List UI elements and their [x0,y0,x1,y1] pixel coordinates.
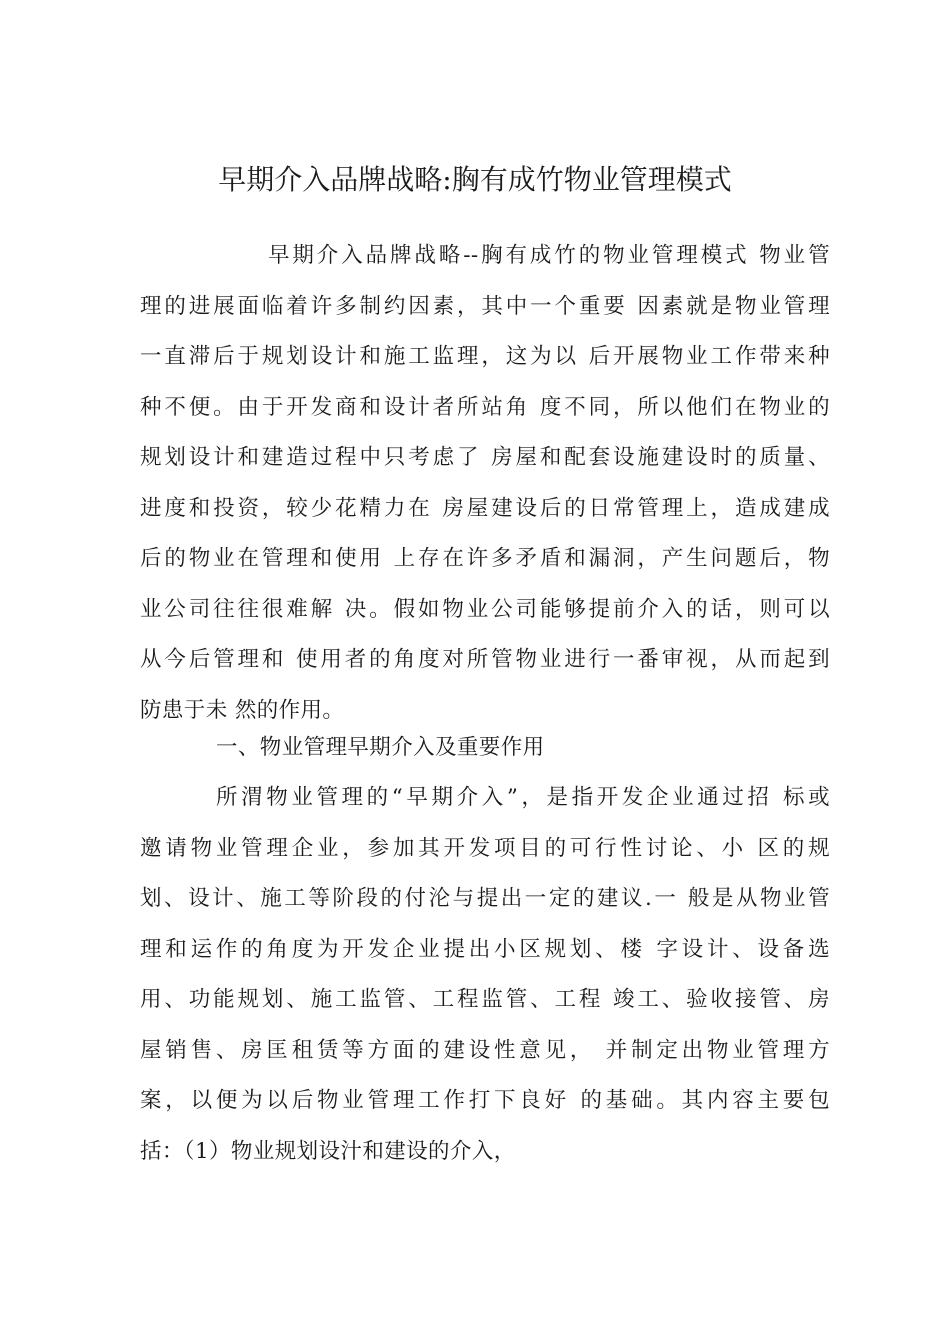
text-line: 理的进展面临着许多制约因素，其中一个重要 因素就是物业管理 [140,293,830,319]
text-line: 括：（1）物业规划设汁和建设的介入， [140,1138,516,1164]
text-line: 邀请物业管理企业，参加其开发项目的可行性讨论、小 区的规 [140,835,830,861]
text-line: 一直滞后于规划设计和施工监理，这为以 后开展物业工作带来种 [140,344,830,369]
text-line: 业公司往往很难解 决。假如物业公司能够提前介入的话，则可以 [140,596,830,622]
text-line: 所渭物业管理的“早期介入”，是指开发企业通过招 标或 [216,785,830,810]
text-line: 规划设计和建造过程中只考虑了 房屋和配套设施建设时的质量、 [140,445,830,470]
text-line: 用、功能规划、施工监管、工程监管、工程 竣工、验收接管、房 [140,987,830,1012]
text-line: 屋销售、房匡租赁等方面的建设性意见， 并制定出物业管理方 [140,1037,830,1063]
text-line: 防患于未 然的作用。 [140,697,345,723]
heading-text: 一、物业管理早期介入及重要作用 [216,735,545,760]
text-line: 种不便。由于开发商和设计者所站角 度不同，所以他们在物业的 [140,394,830,420]
paragraph-early-intervention [140,773,830,1177]
document-title: 早期介入品牌战略:胸有成竹物业管理模式 [218,163,732,196]
section-heading [140,723,830,774]
text-line: 早期介入品牌战略--胸有成竹的物业管理模式 物业管 [268,243,830,268]
text-line: 后的物业在管理和使用 上存在许多矛盾和漏洞，产生问题后，物 [140,546,830,571]
text-line: 案，以便为以后物业管理工作打下良好 的基础。其内容主要包 [140,1088,830,1113]
text-line: 进度和投资，较少花精力在 房屋建设后的日常管理上，造成建成 [140,495,830,521]
paragraph-intro [140,231,830,736]
text-line: 划、设计、施工等阶段的付沦与提出一定的建议.一 般是从物业管 [140,886,830,911]
text-line: 从今后管理和 使用者的角度对所管物业进行一番审视，从而起到 [140,647,830,672]
text-line: 理和运作的角度为开发企业提出小区规划、楼 字设计、设备选 [140,936,830,962]
